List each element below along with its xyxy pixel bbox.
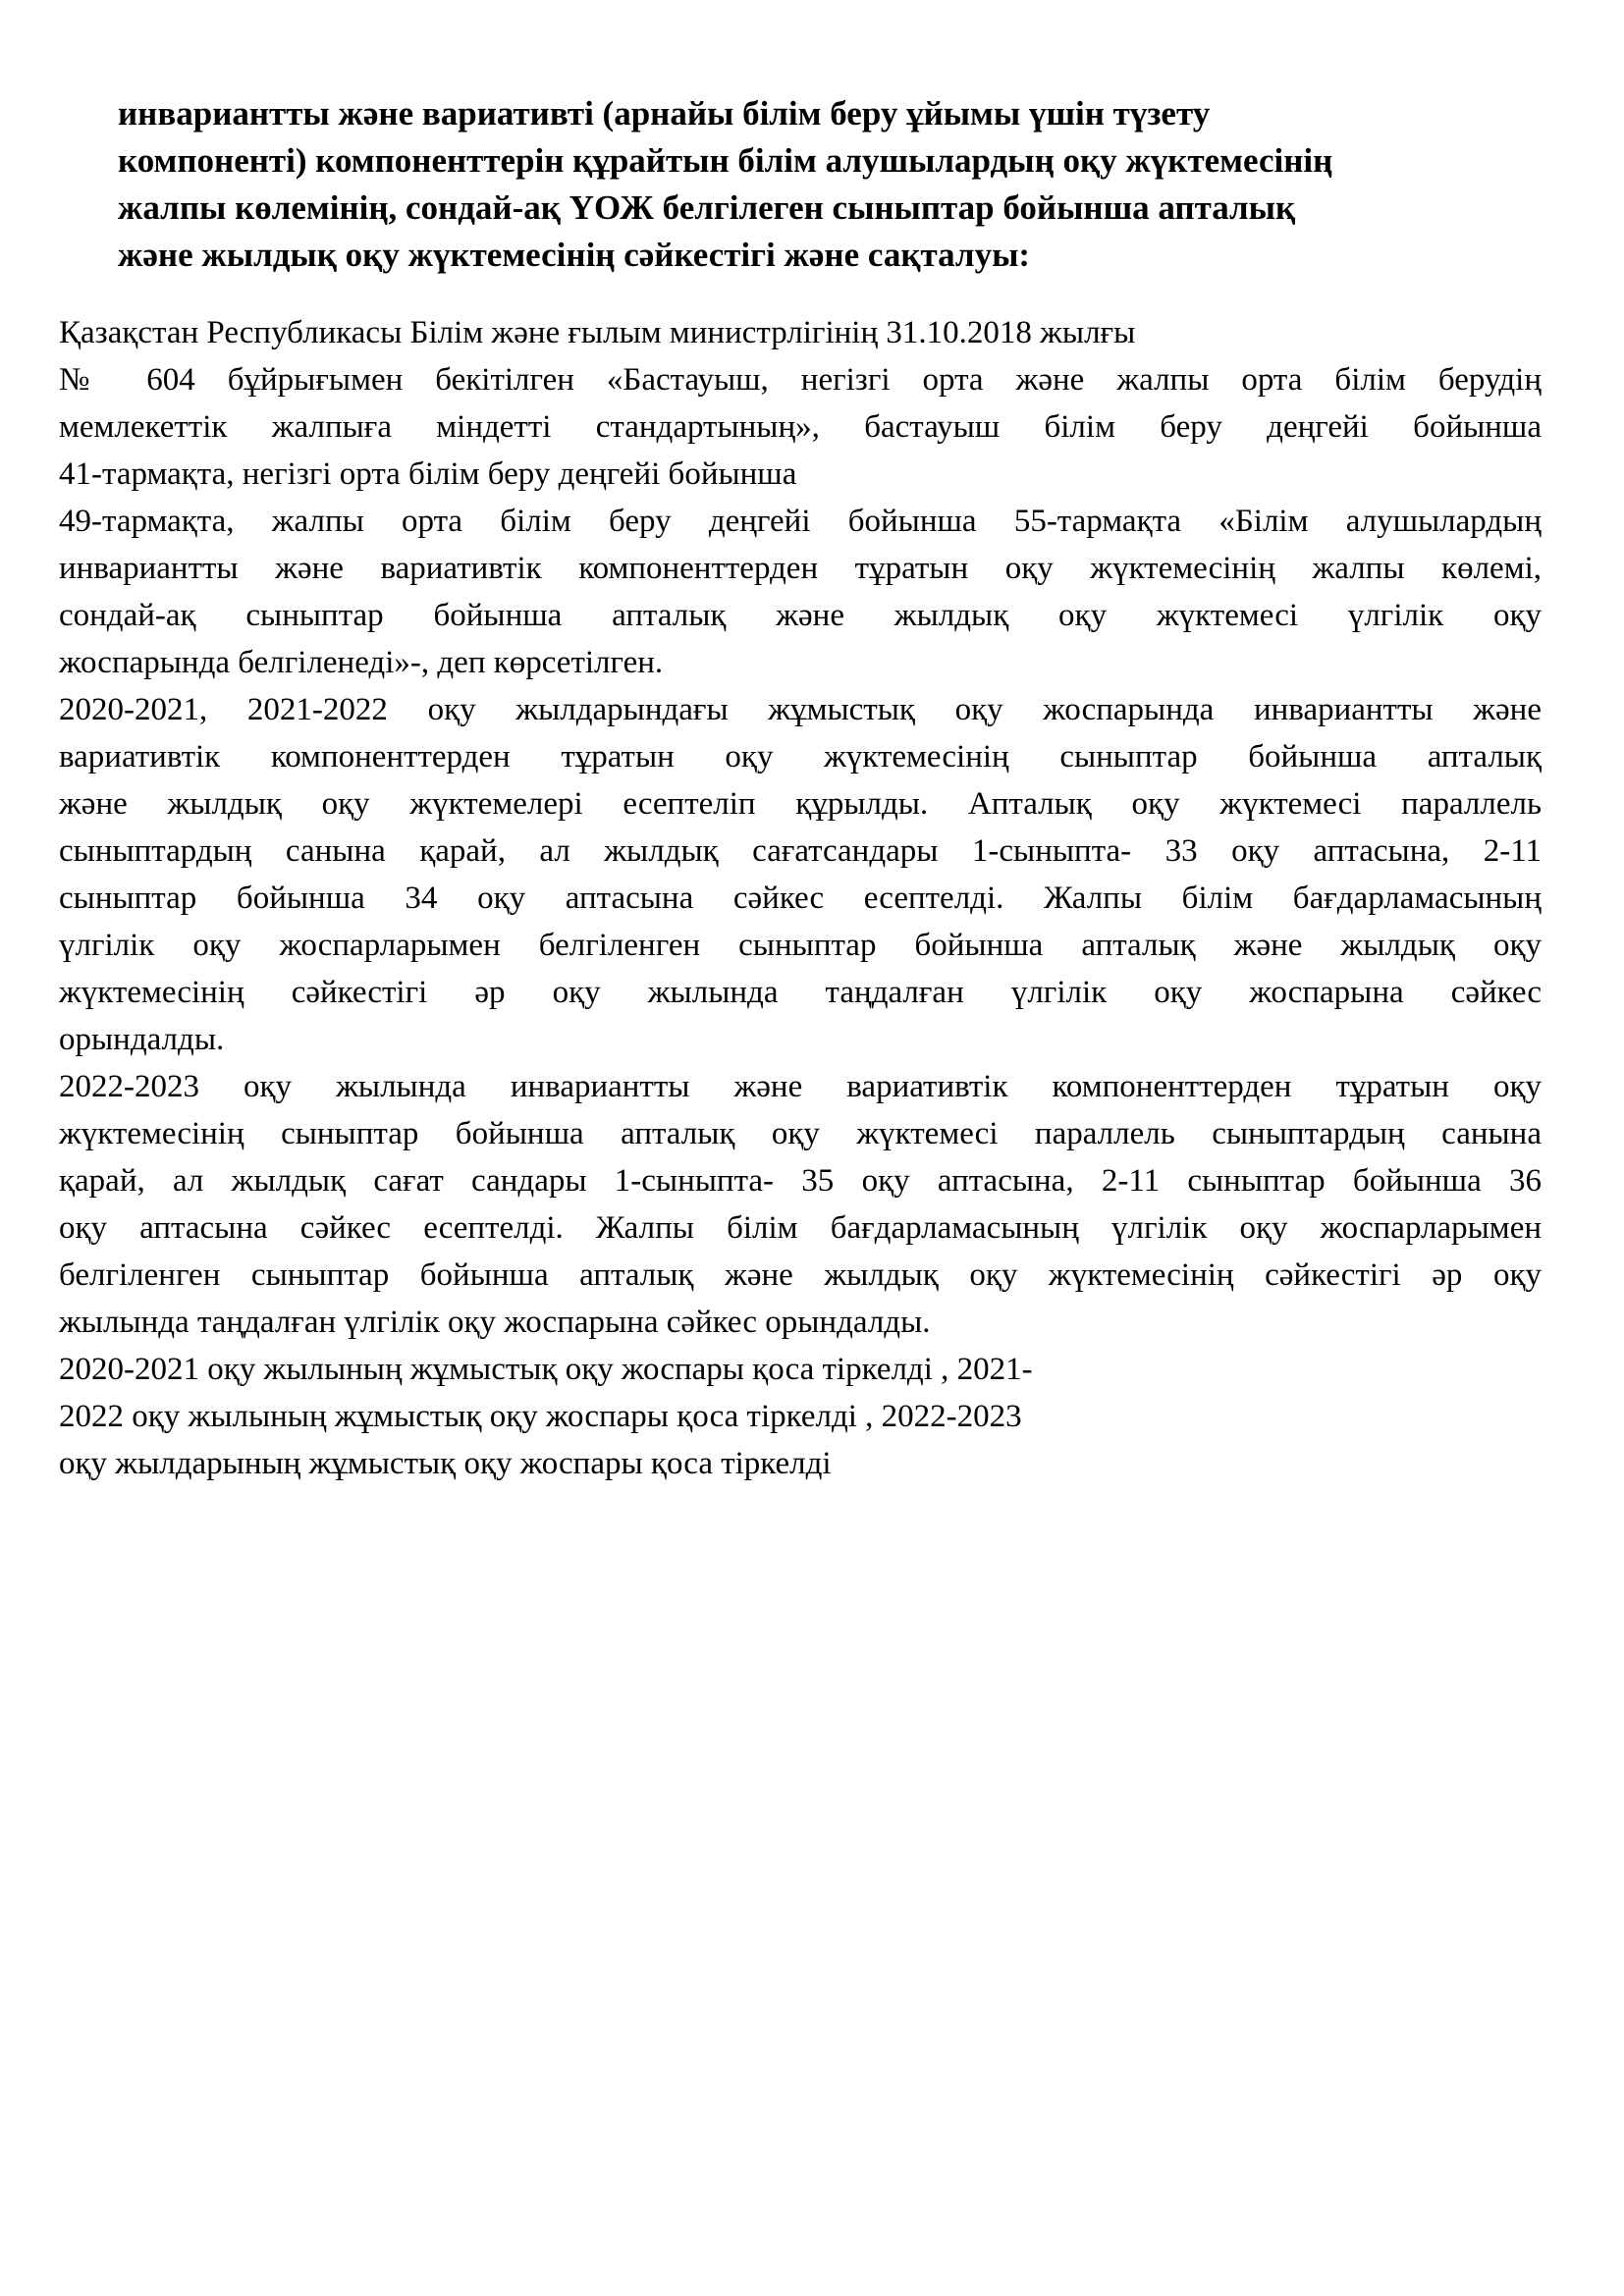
body-line: оқу аптасына сәйкес есептелді. Жалпы білім бағдарламасының үлгілік оқу жоспарларымен: [59, 1210, 1542, 1246]
body-line: қарай, ал жылдық сағат сандары 1-сыныпта- 35 оқу аптасына, 2-11 сыныптар бойынша 36: [59, 1163, 1542, 1199]
body-line: 2022 оқу жылының жұмыстық оқу жоспары қоса тіркелді , 2022-2023: [59, 1399, 1022, 1434]
body-line: инвариантты және вариативтік компоненттерден тұратын оқу жүктемесінің жалпы көлемі,: [59, 551, 1542, 586]
body-line: № 604 бұйрығымен бекітілген «Бастауыш, негізгі орта және жалпы орта білім берудің: [59, 362, 1542, 398]
body-line: жылында таңдалған үлгілік оқу жоспарына сәйкес орындалды.: [59, 1305, 931, 1340]
body-line: 49-тармақта, жалпы орта білім беру деңгейі бойынша 55-тармақта «Білім алушылардың: [59, 504, 1542, 539]
body-line: белгіленген сыныптар бойынша апталық және жылдық оқу жүктемесінің сәйкестігі әр оқу: [59, 1257, 1542, 1293]
body-line: 2020-2021, 2021-2022 оқу жылдарындағы жұмыстық оқу жоспарында инвариантты және: [59, 692, 1542, 727]
document-body: [59, 309, 1542, 1487]
body-line: 2020-2021 оқу жылының жұмыстық оқу жоспары қоса тіркелді , 2021-: [59, 1352, 1033, 1387]
body-line: сыныптар бойынша 34 оқу аптасына сәйкес есептелді. Жалпы білім бағдарламасының: [59, 881, 1542, 916]
body-line: 2022-2023 оқу жылында инвариантты және вариативтік компоненттерден тұратын оқу: [59, 1069, 1542, 1104]
body-line: жүктемесінің сыныптар бойынша апталық оқу жүктемесі параллель сыныптардың санына: [59, 1116, 1542, 1151]
body-line: сондай-ақ сыныптар бойынша апталық және жылдық оқу жүктемесі үлгілік оқу: [59, 598, 1542, 633]
heading-line: инвариантты және вариативті (арнайы білім беру ұйымы үшін түзету: [118, 94, 1211, 133]
body-line: және жылдық оқу жүктемелері есептеліп құрылды. Апталық оқу жүктемесі параллель: [59, 786, 1542, 822]
heading-line: компоненті) компоненттерін құрайтын білім алушылардың оқу жүктемесінің: [118, 141, 1333, 180]
body-line: үлгілік оқу жоспарларымен белгіленген сыныптар бойынша апталық және жылдық оқу: [59, 928, 1542, 963]
body-line: орындалды.: [59, 1022, 225, 1057]
body-line: мемлекеттік жалпыға міндетті стандартының», бастауыш білім беру деңгейі бойынша: [59, 409, 1542, 445]
heading-line: жалпы көлемінің, сондай-ақ ҮОЖ белгілеген сыныптар бойынша апталық: [118, 188, 1296, 227]
body-line: сыныптардың санына қарай, ал жылдық сағатсандары 1-сыныпта- 33 оқу аптасына, 2-11: [59, 833, 1542, 869]
body-line: жүктемесінің сәйкестігі әр оқу жылында таңдалған үлгілік оқу жоспарына сәйкес: [59, 975, 1542, 1010]
body-line: жоспарында белгіленеді»-, деп көрсетілген.: [59, 645, 664, 680]
heading-line: және жылдық оқу жүктемесінің сәйкестігі және сақталуы:: [118, 236, 1031, 274]
body-line: вариативтік компоненттерден тұратын оқу жүктемесінің сыныптар бойынша апталық: [59, 739, 1542, 774]
body-line: 41-тармақта, негізгі орта білім беру деңгейі бойынша: [59, 456, 797, 492]
document-heading: [118, 90, 1512, 279]
body-line: оқу жылдарының жұмыстық оқу жоспары қоса тіркелді: [59, 1446, 832, 1481]
body-line: Қазақстан Республикасы Білім және ғылым министрлігінің 31.10.2018 жылғы: [59, 315, 1136, 350]
